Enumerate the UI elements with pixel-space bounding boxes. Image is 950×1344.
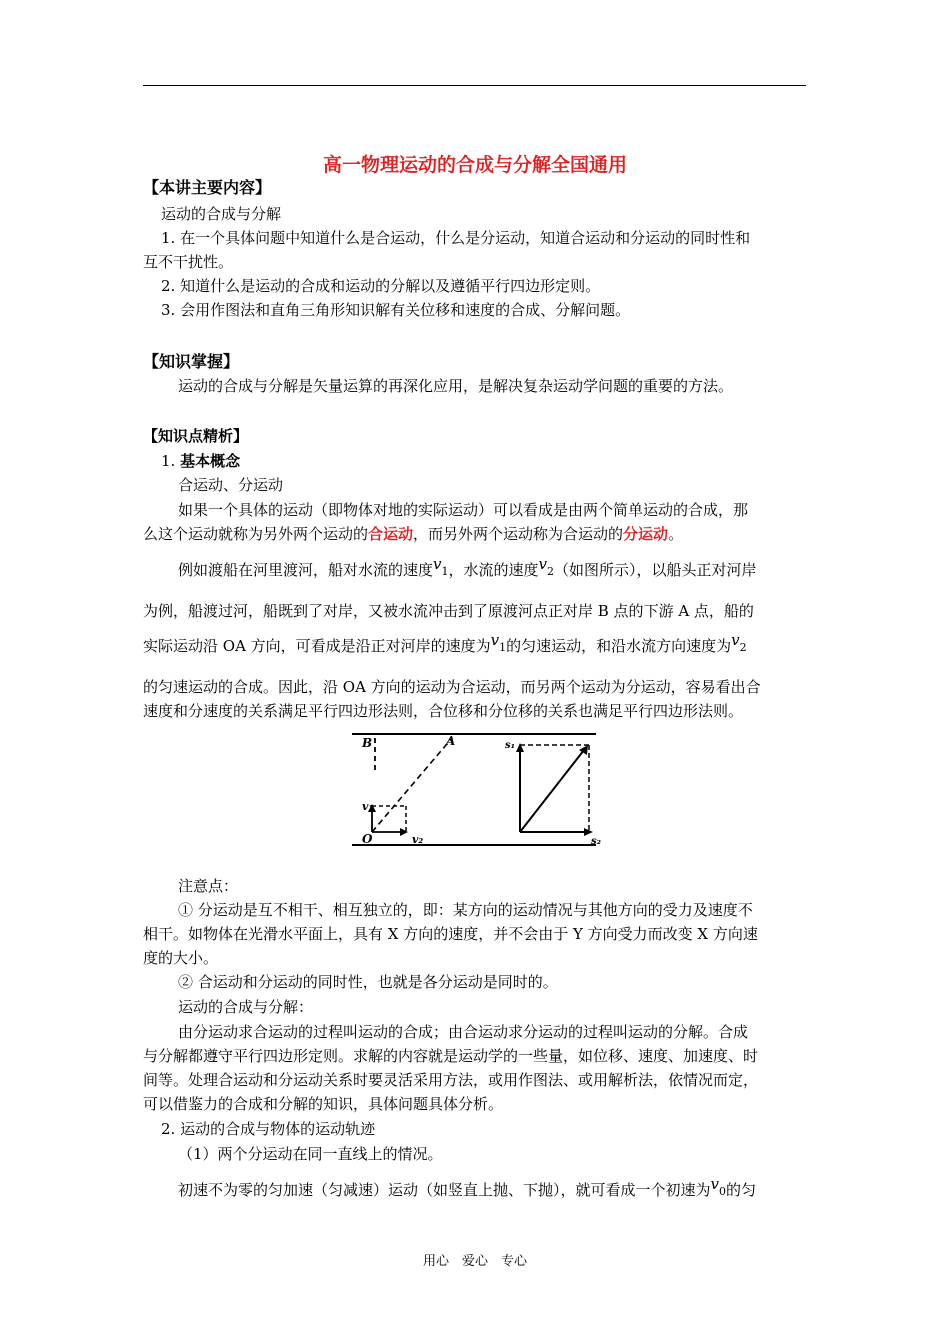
label-O: O bbox=[362, 832, 373, 846]
composition-heading: 运动的合成与分解： bbox=[178, 998, 314, 1016]
definition-line-a: 如果一个具体的运动（即物体对地的实际运动）可以看成是由两个简单运动的合成，那 bbox=[178, 501, 749, 519]
goal-2: 2. 知道什么是运动的合成和运动的分解以及遵循平行四边形定则。 bbox=[161, 277, 601, 295]
topic-line: 运动的合成与分解 bbox=[161, 205, 282, 223]
goal-1-line-b: 互不干扰性。 bbox=[143, 253, 234, 271]
example-line-c: 实际运动沿 OA 方向，可看成是沿正对河岸的速度为v1的匀速运动，和沿水流方向速度为v2 bbox=[143, 631, 747, 655]
last-paragraph-line: 初速不为零的匀加速（匀减速）运动（如竖直上抛、下抛），就可看成一个初速为v0的匀 bbox=[178, 1175, 757, 1199]
section-knowledge-heading: 【知识掌握】 bbox=[143, 352, 240, 371]
note-2: ② 合运动和分运动的同时性，也就是各分运动是同时的。 bbox=[178, 973, 558, 991]
river-crossing-figure bbox=[348, 728, 602, 852]
label-B: B bbox=[362, 736, 373, 750]
document-title: 高一物理运动的合成与分解全国通用 bbox=[322, 154, 627, 176]
term-resultant-motion: 合运动 bbox=[368, 525, 414, 543]
example-line-a: 例如渡船在河里渡河，船对水流的速度v1，水流的速度v2（如图所示），以船头正对河岸 bbox=[178, 555, 757, 579]
example-line-d: 的匀速运动的合成。因此，沿 OA 方向的运动为合运动，而另两个运动为分运动，容易看出合 bbox=[143, 678, 761, 696]
point-1-subheading: 合运动、分运动 bbox=[178, 476, 284, 494]
v2-arrowhead bbox=[400, 828, 408, 836]
composition-line-c: 间等。处理合运动和分运动关系时要灵活采用方法，或用作图法、或用解析法，依情况而定， bbox=[143, 1071, 759, 1089]
note-1-line-a: ① 分运动是互不相干、相互独立的，即：某方向的运动情况与其他方向的受力及速度不 bbox=[178, 901, 753, 919]
label-A: A bbox=[446, 734, 456, 748]
point-1-heading: 1. 基本概念 bbox=[161, 452, 241, 470]
composition-line-b: 与分解都遵守平行四边形定则。求解的内容就是运动学的一些量，如位移、速度、加速度、时 bbox=[143, 1047, 759, 1065]
oa-dashed-line bbox=[372, 738, 452, 832]
goal-3: 3. 会用作图法和直角三角形知识解有关位移和速度的合成、分解问题。 bbox=[161, 301, 631, 319]
note-1-line-c: 度的大小。 bbox=[143, 949, 219, 967]
example-line-b: 为例，船渡过河，船既到了对岸，又被水流冲击到了原渡河点正对岸 B 点的下游 A 点，船的 bbox=[143, 602, 754, 620]
resultant-arrow bbox=[520, 750, 584, 832]
note-1-line-b: 相干。如物体在光滑水平面上，具有 X 方向的速度，并不会由于 Y 方向受力而改变 X 方向速 bbox=[143, 925, 758, 943]
label-v1: v₁ bbox=[362, 800, 374, 813]
composition-line-d: 可以借鉴力的合成和分解的知识，具体问题具体分析。 bbox=[143, 1095, 504, 1113]
header-rule bbox=[143, 85, 806, 86]
page-footer: 用心 爱心 专心 bbox=[422, 1254, 527, 1269]
composition-line-a: 由分运动求合运动的过程叫运动的合成；由合运动求分运动的过程叫运动的分解。合成 bbox=[178, 1023, 749, 1041]
section-main-content-heading: 【本讲主要内容】 bbox=[143, 178, 272, 197]
point-2-case-1: （1）两个分运动在同一直线上的情况。 bbox=[178, 1145, 443, 1163]
goal-1-line-a: 1. 在一个具体问题中知道什么是合运动，什么是分运动，知道合运动和分运动的同时性和 bbox=[161, 229, 751, 247]
mastery-paragraph: 运动的合成与分解是矢量运算的再深化应用，是解决复杂运动学问题的重要的方法。 bbox=[178, 377, 734, 395]
point-2-heading: 2. 运动的合成与物体的运动轨迹 bbox=[161, 1120, 376, 1138]
label-v2: v₂ bbox=[412, 833, 424, 846]
notes-heading: 注意点： bbox=[178, 877, 239, 895]
section-analysis-heading: 【知识点精析】 bbox=[143, 427, 249, 445]
label-s2: s₂ bbox=[591, 836, 602, 847]
example-line-e: 速度和分速度的关系满足平行四边形法则，合位移和分位移的关系也满足平行四边形法则。 bbox=[143, 702, 744, 720]
definition-line-b: 么这个运动就称为另外两个运动的合运动，而另外两个运动称为合运动的分运动。 bbox=[143, 525, 684, 543]
term-component-motion: 分运动 bbox=[623, 525, 669, 543]
label-s1: s₁ bbox=[505, 740, 516, 751]
